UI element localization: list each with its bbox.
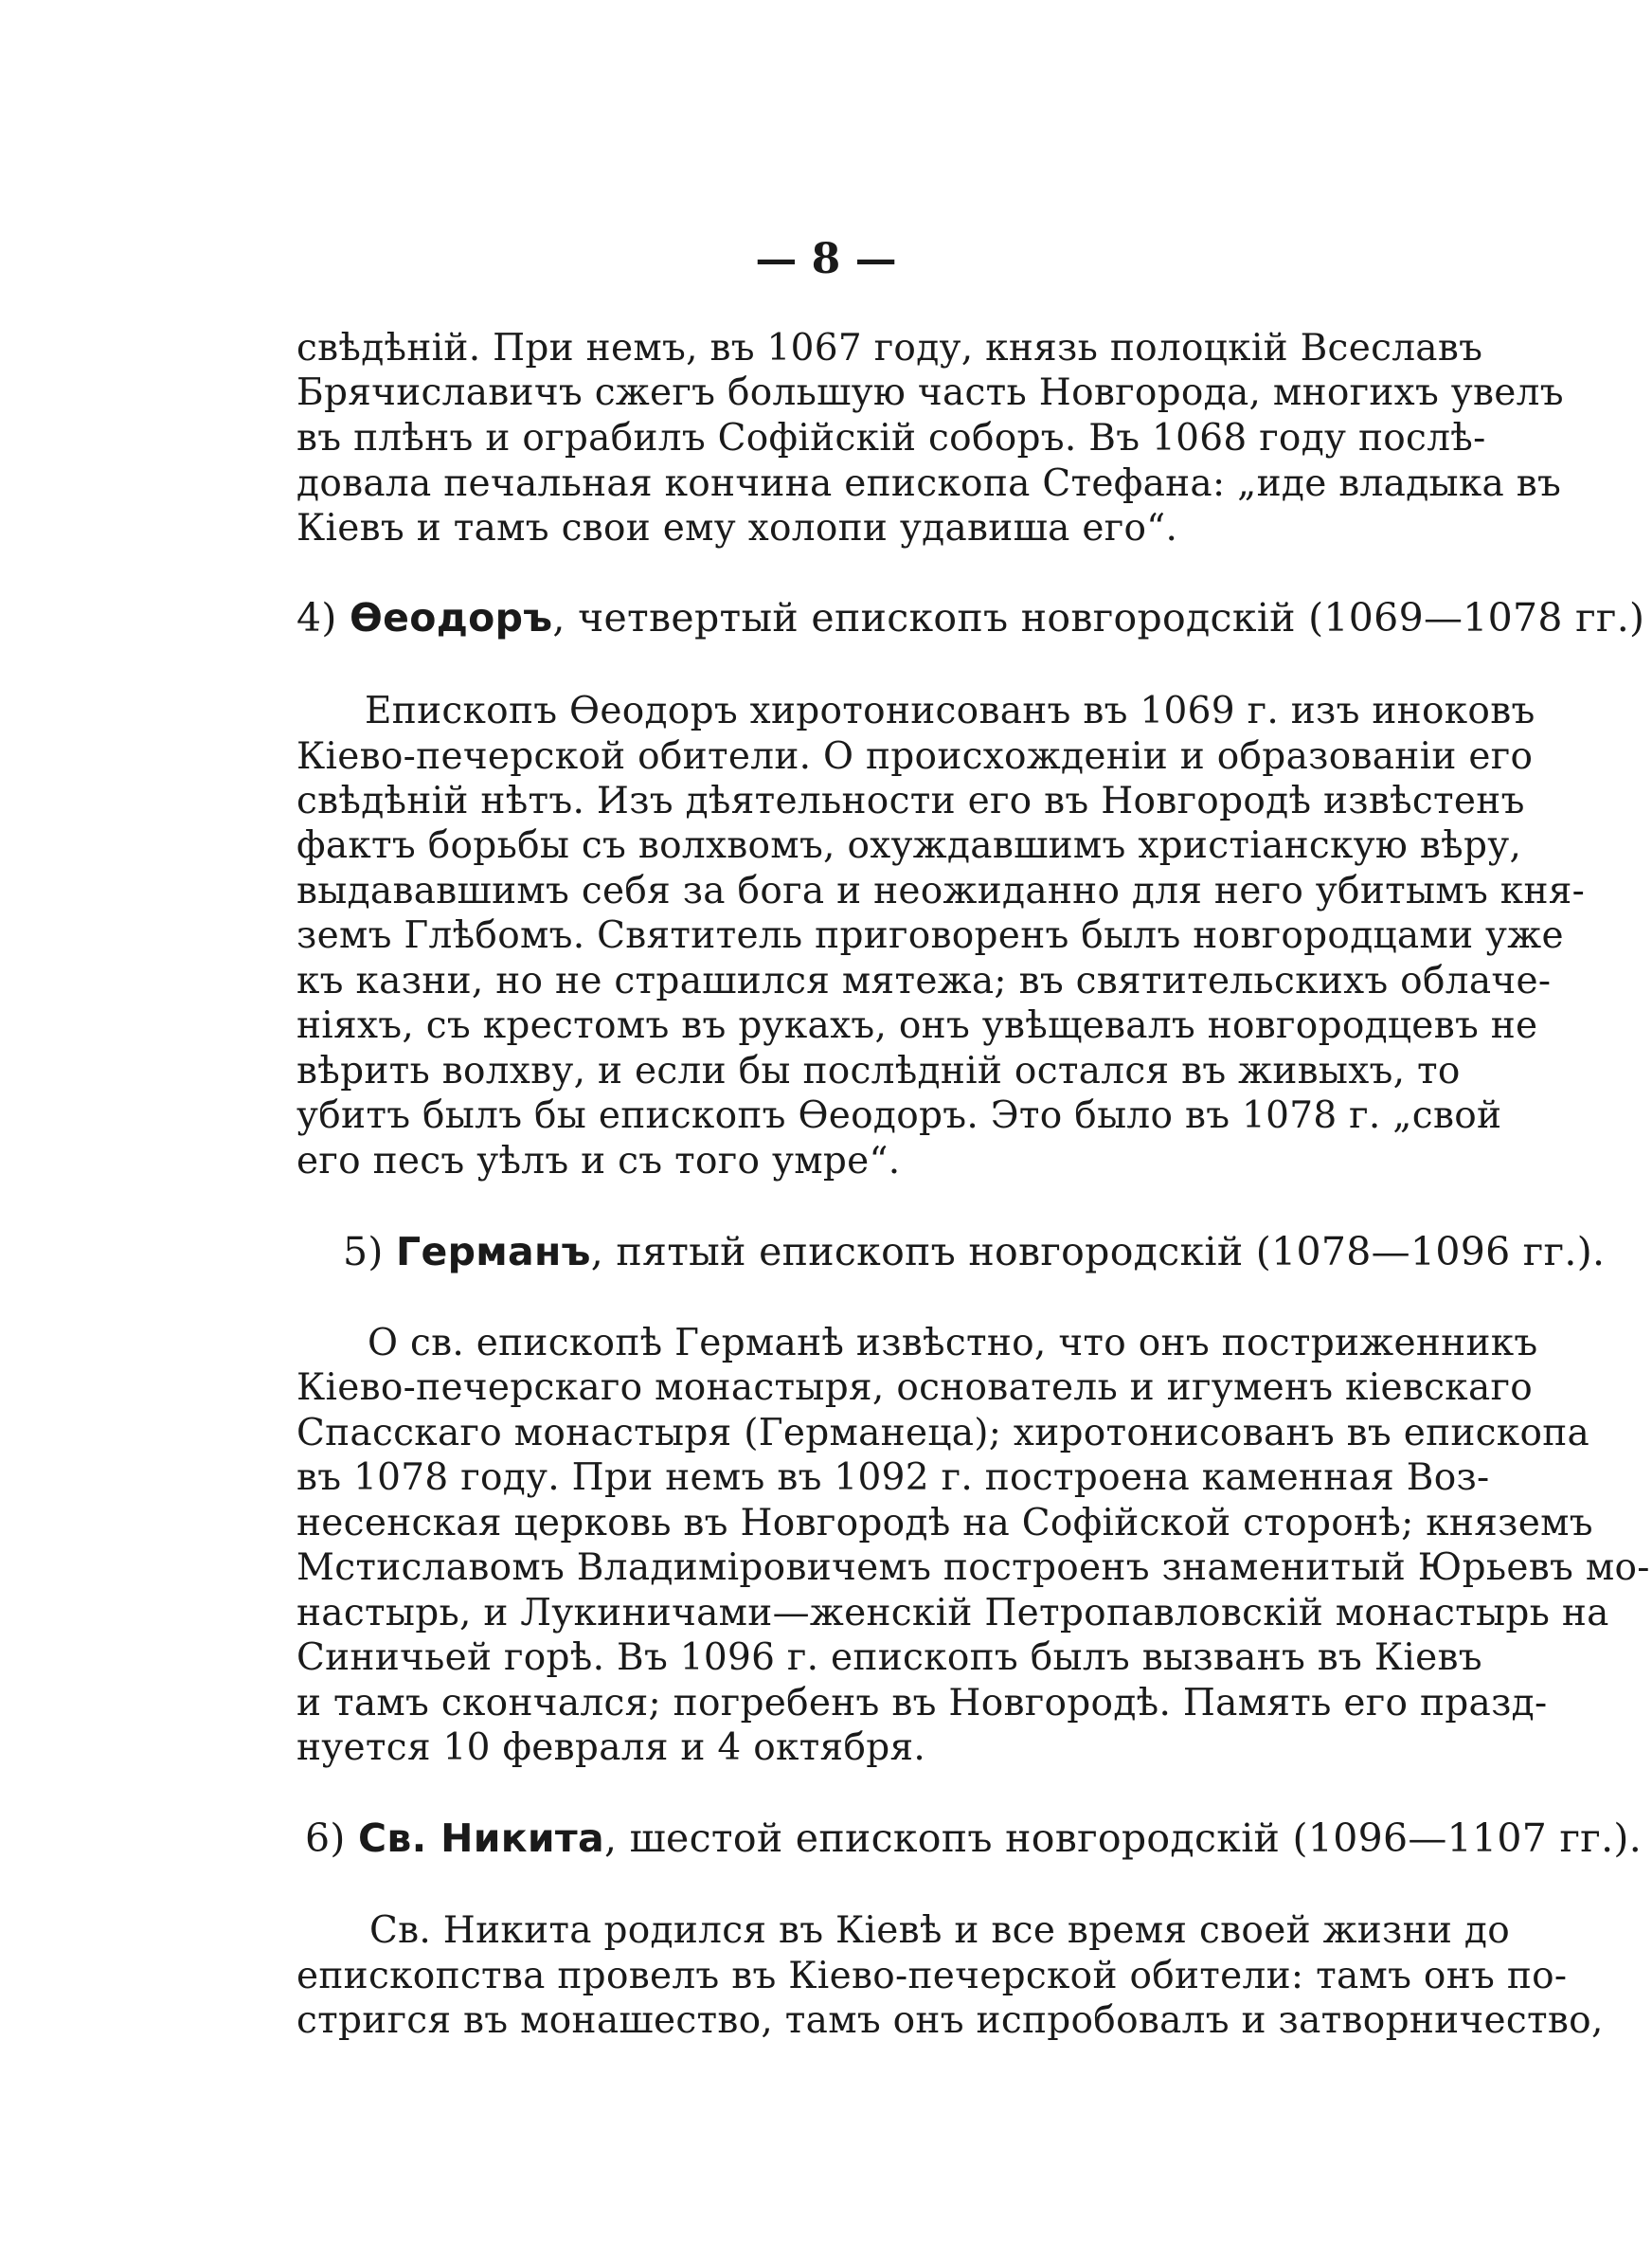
section-heading (343, 1229, 1605, 1274)
text-line: Мстиславомъ Владиміровичемъ построенъ знаменитый Юрьевъ мо- (296, 1546, 1650, 1589)
text-line: его песъ уѣлъ и съ того умре“. (296, 1140, 901, 1183)
text-line: свѣдѣній. При немъ, въ 1067 году, князь полоцкій Всеславъ (296, 327, 1483, 370)
text-line: нуется 10 февраля и 4 октября. (296, 1726, 926, 1769)
heading-number: 6) (305, 1815, 346, 1861)
text-line: вѣрить волхву, и если бы послѣдній остался въ живыхъ, то (296, 1050, 1461, 1092)
text-line: Спасскаго монастыря (Германеца); хиротонисованъ въ епископа (296, 1412, 1590, 1454)
heading-text: , пятый епископъ новгородскій (1078—1096 гг.). (590, 1229, 1606, 1274)
text-line: Кіевъ и тамъ свои ему холопи удавиша его“. (296, 507, 1178, 550)
text-line: настырь, и Лукиничами—женскій Петропавловскій монастырь на (296, 1592, 1609, 1634)
heading-name: Германъ (396, 1229, 591, 1274)
text-line: Епископъ Өеодоръ хиротонисованъ въ 1069 г. изъ иноковъ (365, 690, 1535, 732)
text-line: Св. Никита родился въ Кіевѣ и все время своей жизни до (369, 1909, 1511, 1952)
text-line: ніяхъ, съ крестомъ въ рукахъ, онъ увѣщевалъ новгородцевъ не (296, 1004, 1538, 1047)
text-line: Кіево-печерскаго монастыря, основатель и игуменъ кіевскаго (296, 1366, 1534, 1409)
text-line: выдававшимъ себя за бога и неожиданно для него убитымъ кня- (296, 870, 1586, 912)
page-number: — 8 — (755, 235, 897, 283)
heading-text: , шестой епископъ новгородскій (1096—1107 гг.). (603, 1815, 1643, 1861)
text-line: къ казни, но не страшился мятежа; въ святительскихъ облаче- (296, 960, 1552, 1002)
text-line: епископства провелъ въ Кіево-печерской обители: тамъ онъ по- (296, 1955, 1568, 1997)
section-heading (296, 595, 1644, 641)
heading-text: , четвертый епископъ новгородскій (1069—1078 гг.) (552, 595, 1645, 641)
text-line: въ 1078 году. При немъ въ 1092 г. построена каменная Воз- (296, 1456, 1490, 1499)
text-line: въ плѣнъ и ограбилъ Софійскій соборъ. Въ 1068 году послѣ- (296, 417, 1486, 460)
heading-number: 4) (296, 595, 337, 641)
text-line: Кіево-печерской обители. О происхожденіи и образованіи его (296, 735, 1534, 778)
text-line: Брячиславичъ сжегъ большую часть Новгорода, многихъ увелъ (296, 371, 1564, 414)
heading-number: 5) (343, 1229, 384, 1274)
text-line: О св. епископѣ Германѣ извѣстно, что онъ постриженникъ (368, 1322, 1538, 1364)
text-line: Синичьей горѣ. Въ 1096 г. епископъ былъ вызванъ въ Кіевъ (296, 1636, 1482, 1679)
text-line: свѣдѣній нѣтъ. Изъ дѣятельности его въ Новгородѣ извѣстенъ (296, 780, 1525, 822)
text-line: фактъ борьбы съ волхвомъ, охуждавшимъ христіанскую вѣру, (296, 824, 1522, 867)
text-line: и тамъ скончался; погребенъ въ Новгородѣ. Память его празд- (296, 1682, 1548, 1724)
text-line: убитъ былъ бы епископъ Өеодоръ. Это было въ 1078 г. „свой (296, 1094, 1502, 1137)
heading-name: Өеодоръ (350, 595, 553, 641)
text-line: стригся въ монашество, тамъ онъ испробовалъ и затворничество, (296, 1999, 1604, 2042)
heading-name: Св. Никита (358, 1815, 604, 1861)
text-line: довала печальная кончина епископа Стефана: „иде владыка въ (296, 462, 1562, 505)
text-line: несенская церковь въ Новгородѣ на Софійской сторонѣ; княземъ (296, 1502, 1593, 1544)
text-line: земъ Глѣбомъ. Святитель приговоренъ былъ новгородцами уже (296, 914, 1564, 957)
section-heading (305, 1815, 1642, 1861)
